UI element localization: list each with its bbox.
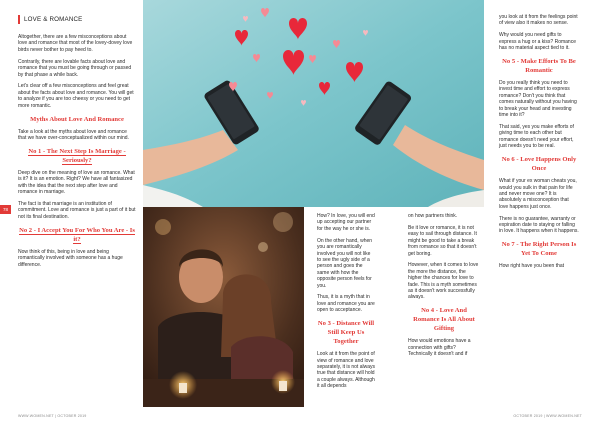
- subheading-myth-4: No 4 - Love And Romance Is All About Gifting: [413, 307, 475, 333]
- paragraph: you look at it from the feelings point of view also it makes no sense.: [499, 14, 578, 27]
- paragraph: Let's clear off a few misconceptions and feel great about the facts about love and romance. You will get to analyze if you are too cheesy or you need to get more romantic.: [18, 83, 134, 109]
- subheading-myth-3: No 3 - Distance Will Still Keep Us Together: [317, 320, 375, 346]
- subheading-myths: Myths About Love And Romance: [30, 115, 124, 123]
- paragraph: How right have you been that: [499, 263, 565, 270]
- column-2: [317, 213, 375, 395]
- phones-hearts-photo: [143, 0, 484, 207]
- column-3: [408, 213, 480, 363]
- paragraph: However, when it comes to love the more the distance, the higher the chances for love to fade. This is a myth sometimes as it doesn't work successfully always.: [408, 262, 479, 301]
- paragraph: How? In love, you will end up accepting our partner for the way he or she is.: [317, 213, 375, 232]
- paragraph: There is no guarantee, warranty or expiration date to staying or falling in love. It happens when it happens.: [499, 215, 579, 235]
- page-number-tab: 78: [0, 205, 11, 214]
- couple-candlelight-photo: [143, 207, 304, 407]
- subheading-myth-1: [18, 147, 136, 165]
- paragraph: Deep dive on the meaning of love an romance. What is it? It is an emotion. Right? We have all fantasized with the idea that the next step after love and romance in marriage.: [18, 169, 135, 196]
- paragraph: The fact is that marriage is an institution of commitment. Love and romance is just a part of it but not its final destination.: [18, 201, 136, 220]
- column-1: [18, 34, 136, 273]
- subheading-myth-5: No 5 - Make Efforts To Be Romantic: [502, 58, 576, 75]
- paragraph: On the other hand, when you are romantically involved you will not like to see the ugly side of a person and goes the same with how the opposite person feels for you.: [317, 237, 373, 289]
- subheading-myth-2: [18, 226, 136, 244]
- paragraph: Contrarily, there are lovable facts about love and romance that you must be going through or passed by that phase a while back.: [18, 58, 132, 78]
- footer-left: WWW.WOMEN.NET | OCTOBER 2019: [18, 414, 87, 418]
- footer-right: OCTOBER 2019 | WWW.WOMEN.NET: [513, 414, 582, 418]
- paragraph: Look at it from the point of view of romance and love separately, it is not always true that distance will hold a couple always. Although it all depends: [317, 351, 375, 390]
- subheading-text: No 1 - The Next Step Is Marriage - Seriously?: [28, 147, 126, 164]
- paragraph: Thus, it is a myth that in love and romance you are open to acceptance.: [317, 294, 375, 314]
- paragraph: How would emotions have a connection with gifts? Technically it doesn't and if: [408, 338, 471, 358]
- section-accent-bar: [18, 15, 20, 24]
- paragraph: Why would you need gifts to express a hug or a kiss? Romance has no material aspect tied to it.: [499, 32, 576, 52]
- paragraph: That said, yes you make efforts of giving time to each other but romance doesn't need your effort, just needs you to be real.: [499, 123, 574, 150]
- section-title: LOVE & ROMANCE: [24, 16, 83, 23]
- column-4: [499, 14, 579, 275]
- paragraph: Altogether, there are a few misconceptions about love and romance that most of the lovey-dovey love birds never bother to pay heed to.: [18, 34, 133, 53]
- paragraph: Take a look at the myths about love and romance that we have over-conceptualized within our mind.: [18, 128, 129, 141]
- subheading-text: No 2 - I Accept You For Who You Are - Is it?: [19, 226, 135, 243]
- paragraph: What if your ex woman cheats you, would you sulk in that pain for life and never move one? It is absolutely a misconception that love happens just once.: [499, 178, 577, 210]
- subheading-myth-7: No 7 - The Right Person Is Yet To Come: [501, 241, 577, 258]
- paragraph: Now think of this, being in love and being romantically involved with someone has a huge difference.: [18, 248, 123, 268]
- subheading-myth-6: No 6 - Love Happens Only Once: [501, 156, 577, 173]
- paragraph: Be it love or romance, it is not easy to sail through distance. It might be good to take a break from romance so that it doesn't get boring.: [408, 224, 477, 257]
- paragraph: Do you really think you need to invest time and effort to express romance? Don't you think that comes naturally without you having to break your head and investing time into it?: [499, 80, 577, 119]
- paragraph: on how partners think.: [408, 213, 458, 219]
